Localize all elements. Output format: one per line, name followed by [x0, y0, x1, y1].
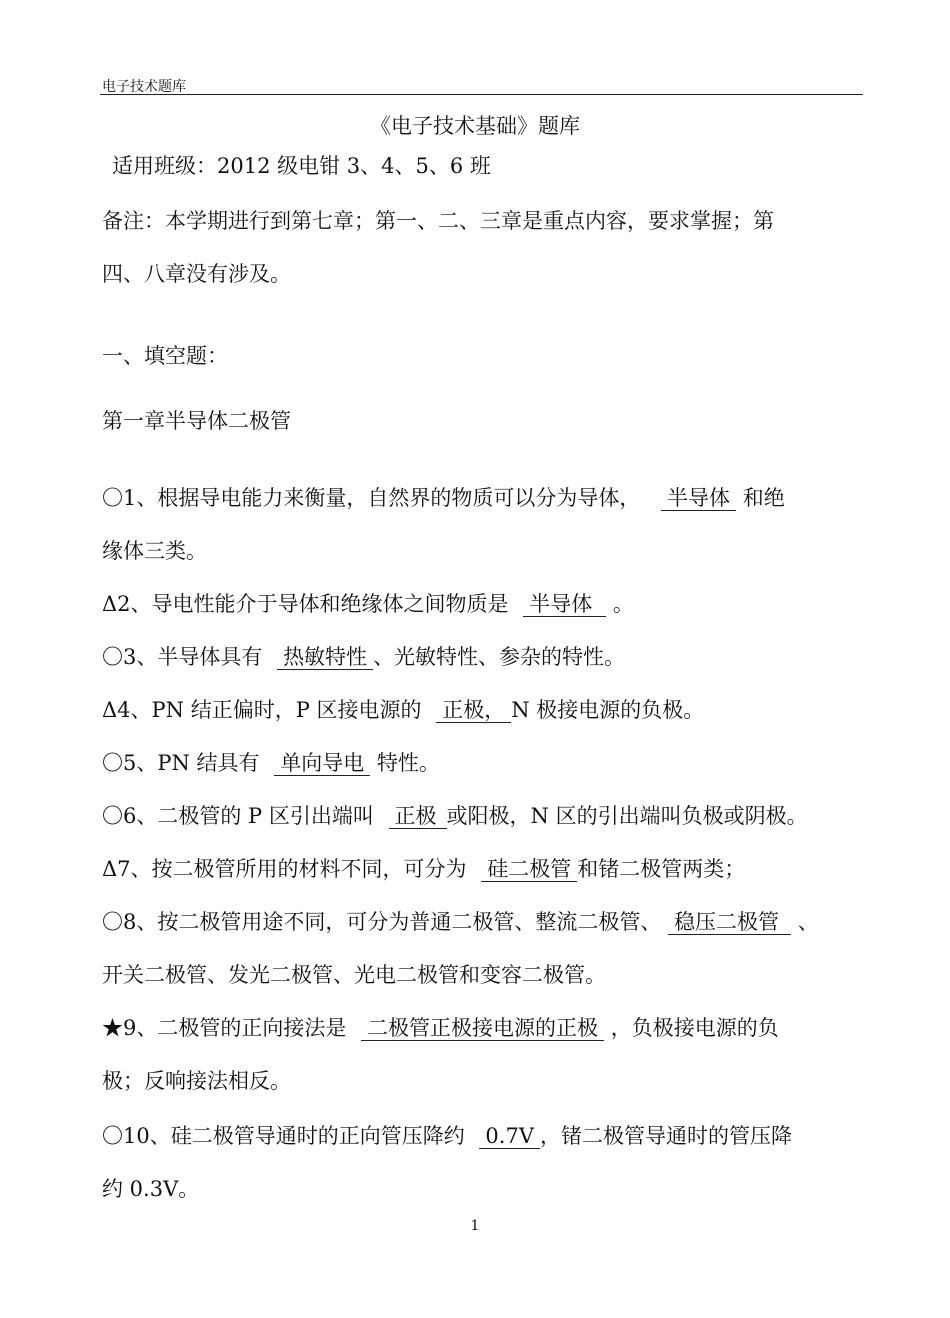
- question-text: 〇8、按二极管用途不同，可分为普通二极管、整流二极管、: [102, 910, 662, 934]
- question-1-cont: 缘体三类。: [102, 539, 207, 563]
- question-text: 。: [612, 592, 634, 616]
- answer-blank: 稳压二极管: [668, 910, 791, 935]
- question-text: 和锗二极管两类；: [577, 857, 746, 881]
- question-text: ★9、二极管的正向接法是: [102, 1016, 347, 1040]
- question-text: N 极接电源的负极。: [511, 698, 705, 722]
- question-text: Δ2、导电性能介于导体和绝缘体之间物质是: [102, 592, 509, 616]
- note-line-2: 四、八章没有涉及。: [102, 262, 291, 286]
- answer-blank: 半导体: [661, 486, 736, 511]
- question-text: 〇6、二极管的 P 区引出端叫: [102, 804, 374, 828]
- question-text: 或阳极，N 区的引出端叫负极或阴极。: [446, 804, 808, 828]
- question-2: [102, 588, 634, 618]
- header-text: 电子技术题库: [102, 79, 186, 95]
- question-text: 和绝: [742, 486, 785, 510]
- answer-blank: 0.7V: [479, 1124, 540, 1149]
- answer-blank: 正极: [389, 804, 447, 829]
- answer-blank: 热敏特性: [277, 645, 373, 670]
- question-text: 、: [797, 910, 819, 934]
- answer-blank: 硅二极管: [481, 857, 577, 882]
- note-line-1: 备注：本学期进行到第七章；第一、二、三章是重点内容，要求掌握；第: [102, 209, 774, 233]
- answer-blank: 二极管正极接电源的正极: [361, 1016, 604, 1041]
- question-5: [102, 747, 440, 777]
- section-title: 一、填空题：: [102, 344, 228, 368]
- question-4: [102, 694, 704, 724]
- answer-blank: 正极，: [436, 698, 511, 723]
- page-number: 1: [470, 1218, 480, 1234]
- header-divider: [100, 94, 863, 95]
- question-9-cont: 极；反响接法相反。: [102, 1069, 291, 1093]
- question-text: 〇3、半导体具有: [102, 645, 263, 669]
- answer-blank: 半导体: [523, 592, 606, 617]
- question-text: Δ7、按二极管所用的材料不同，可分为: [102, 857, 467, 881]
- document-title: 《电子技术基础》题库: [370, 114, 580, 138]
- class-line: 适用班级：2012 级电钳 3、4、5、6 班: [112, 154, 491, 178]
- question-text: 〇5、PN 结具有: [102, 751, 260, 775]
- question-text: ，锗二极管导通时的管压降: [539, 1124, 792, 1148]
- question-text: 、光敏特性、参杂的特性。: [373, 645, 626, 669]
- question-9: [102, 1012, 779, 1042]
- question-7: [102, 853, 745, 883]
- question-1: [102, 482, 785, 512]
- question-text: ，负极接电源的负: [610, 1016, 779, 1040]
- question-text: 〇1、根据导电能力来衡量，自然界的物质可以分为导体，: [102, 486, 641, 510]
- answer-blank: 单向导电: [274, 751, 370, 776]
- chapter-title: 第一章半导体二极管: [102, 409, 291, 433]
- question-8: [102, 906, 819, 936]
- question-text: Δ4、PN 结正偏时，P 区接电源的: [102, 698, 422, 722]
- question-8-cont: 开关二极管、发光二极管、光电二极管和变容二极管。: [102, 963, 606, 987]
- question-6: [102, 800, 808, 830]
- question-10: [102, 1120, 792, 1150]
- question-text: 〇10、硅二极管导通时的正向管压降约: [102, 1124, 465, 1148]
- question-10-cont: 约 0.3V。: [102, 1177, 200, 1201]
- question-text: 特性。: [376, 751, 440, 775]
- question-3: [102, 641, 625, 671]
